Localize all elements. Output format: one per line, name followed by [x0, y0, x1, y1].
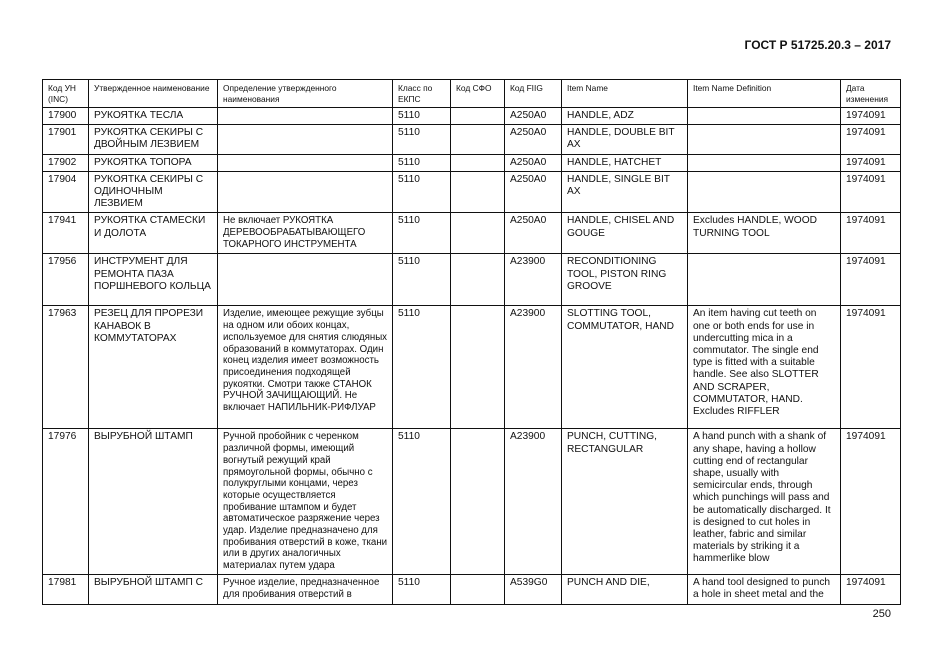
col-header-item-definition: Item Name Definition	[688, 80, 841, 108]
cell-class: 5110	[393, 108, 451, 125]
cell-name-ru: РУКОЯТКА СТАМЕСКИ И ДОЛОТА	[89, 213, 218, 254]
cell-item-definition	[688, 154, 841, 171]
cell-sfo	[451, 254, 505, 306]
cell-item-name: RECONDITIONING TOOL, PISTON RING GROOVE	[562, 254, 688, 306]
cell-item-definition: A hand tool designed to punch a hole in sheet metal and the	[688, 574, 841, 604]
cell-code: 17902	[43, 154, 89, 171]
table-row	[43, 108, 901, 125]
cell-date: 1974091	[841, 306, 901, 429]
cell-definition-ru	[218, 154, 393, 171]
cell-item-definition	[688, 108, 841, 125]
cell-class: 5110	[393, 429, 451, 574]
table-header-row	[43, 80, 901, 108]
cell-date: 1974091	[841, 171, 901, 213]
cell-item-definition	[688, 125, 841, 154]
cell-item-name: SLOTTING TOOL, COMMUTATOR, HAND	[562, 306, 688, 429]
cell-code: 17941	[43, 213, 89, 254]
cell-code: 17963	[43, 306, 89, 429]
cell-fiig: A250A0	[505, 171, 562, 213]
table-row	[43, 213, 901, 254]
cell-name-ru: РЕЗЕЦ ДЛЯ ПРОРЕЗИ КАНАВОК В КОММУТАТОРАХ	[89, 306, 218, 429]
cell-item-definition: A hand punch with a shank of any shape, having a hollow cutting end of rectangular shape, usually with semicircular ends, through which punchings will pass and be automatically discharged. It is designed to cut holes in leather, fabric and similar materials by striking it a hammerlike blow	[688, 429, 841, 574]
cell-sfo	[451, 125, 505, 154]
table-row	[43, 429, 901, 574]
cell-code: 17976	[43, 429, 89, 574]
table-row	[43, 574, 901, 604]
cell-definition-ru: Ручной пробойник с черенком различной формы, имеющий вогнутый режущий край прямоугольной формы, обычно с полукруглыми концами, через которые осуществляется пробивание штампом и будет автоматическое разряжение через удар. Изделие предназначено для пробивания отверстий в коже, ткани или в других аналогичных материалах путем удара	[218, 429, 393, 574]
cell-item-name: PUNCH AND DIE,	[562, 574, 688, 604]
col-header-sfo: Код СФО	[451, 80, 505, 108]
cell-fiig: A23900	[505, 429, 562, 574]
cell-item-name: PUNCH, CUTTING, RECTANGULAR	[562, 429, 688, 574]
cell-item-definition	[688, 254, 841, 306]
cell-date: 1974091	[841, 429, 901, 574]
cell-definition-ru	[218, 108, 393, 125]
cell-name-ru: ВЫРУБНОЙ ШТАМП С	[89, 574, 218, 604]
cell-item-name: HANDLE, DOUBLE BIT AX	[562, 125, 688, 154]
table-row	[43, 154, 901, 171]
cell-fiig: A250A0	[505, 108, 562, 125]
cell-item-definition	[688, 171, 841, 213]
cell-code: 17900	[43, 108, 89, 125]
cell-class: 5110	[393, 125, 451, 154]
col-header-definition-ru: Определение утвержденного наименования	[218, 80, 393, 108]
cell-fiig: A23900	[505, 254, 562, 306]
cell-item-name: HANDLE, CHISEL AND GOUGE	[562, 213, 688, 254]
cell-definition-ru	[218, 254, 393, 306]
cell-definition-ru: Изделие, имеющее режущие зубцы на одном или обоих концах, используемое для снятия слюдяных образований в коммутаторах. Один конец изделия имеет возможность присоединения подходящей рукоятки. Смотри также СТАНОК РУЧНОЙ ЗАЧИЩАЮЩИЙ. Не включает НАПИЛЬНИК-РИФЛУАР	[218, 306, 393, 429]
cell-item-name: HANDLE, ADZ	[562, 108, 688, 125]
col-header-item-name: Item Name	[562, 80, 688, 108]
col-header-code: Код УН (INC)	[43, 80, 89, 108]
cell-sfo	[451, 108, 505, 125]
cell-name-ru: РУКОЯТКА СЕКИРЫ С ДВОЙНЫМ ЛЕЗВИЕМ	[89, 125, 218, 154]
cell-code: 17904	[43, 171, 89, 213]
cell-date: 1974091	[841, 125, 901, 154]
cell-fiig: A539G0	[505, 574, 562, 604]
cell-date: 1974091	[841, 154, 901, 171]
cell-sfo	[451, 306, 505, 429]
table-row	[43, 171, 901, 213]
cell-name-ru: ВЫРУБНОЙ ШТАМП	[89, 429, 218, 574]
cell-fiig: A23900	[505, 306, 562, 429]
cell-fiig: A250A0	[505, 154, 562, 171]
table-row	[43, 125, 901, 154]
cell-class: 5110	[393, 154, 451, 171]
cell-definition-ru	[218, 125, 393, 154]
cell-name-ru: ИНСТРУМЕНТ ДЛЯ РЕМОНТА ПАЗА ПОРШНЕВОГО КОЛЬЦА	[89, 254, 218, 306]
cell-definition-ru: Ручное изделие, предназначенное для пробивания отверстий в	[218, 574, 393, 604]
cell-item-definition: Excludes HANDLE, WOOD TURNING TOOL	[688, 213, 841, 254]
cell-name-ru: РУКОЯТКА СЕКИРЫ С ОДИНОЧНЫМ ЛЕЗВИЕМ	[89, 171, 218, 213]
cell-item-name: HANDLE, HATCHET	[562, 154, 688, 171]
cell-class: 5110	[393, 213, 451, 254]
col-header-class: Класс по ЕКПС	[393, 80, 451, 108]
page-number: 250	[872, 608, 891, 620]
cell-code: 17956	[43, 254, 89, 306]
cell-definition-ru: Не включает РУКОЯТКА ДЕРЕВООБРАБАТЫВАЮЩЕГО ТОКАРНОГО ИНСТРУМЕНТА	[218, 213, 393, 254]
col-header-name-ru: Утвержденное наименование	[89, 80, 218, 108]
cell-sfo	[451, 171, 505, 213]
cell-name-ru: РУКОЯТКА ТОПОРА	[89, 154, 218, 171]
cell-date: 1974091	[841, 108, 901, 125]
cell-fiig: A250A0	[505, 213, 562, 254]
cell-date: 1974091	[841, 574, 901, 604]
document-code: ГОСТ Р 51725.20.3 – 2017	[744, 38, 891, 52]
cell-item-name: HANDLE, SINGLE BIT AX	[562, 171, 688, 213]
cell-date: 1974091	[841, 254, 901, 306]
cell-code: 17981	[43, 574, 89, 604]
cell-sfo	[451, 574, 505, 604]
table-row	[43, 254, 901, 306]
col-header-fiig: Код FIIG	[505, 80, 562, 108]
table-row	[43, 306, 901, 429]
cell-item-definition: An item having cut teeth on one or both ends for use in undercutting mica in a commutator. The single end type is fitted with a suitable handle. See also SLOTTER AND SCRAPER, COMMUTATOR, HAND. Excludes RIFFLER	[688, 306, 841, 429]
cell-sfo	[451, 154, 505, 171]
col-header-date: Дата изменения	[841, 80, 901, 108]
cell-date: 1974091	[841, 213, 901, 254]
cell-name-ru: РУКОЯТКА ТЕСЛА	[89, 108, 218, 125]
cell-class: 5110	[393, 254, 451, 306]
cell-class: 5110	[393, 574, 451, 604]
cell-class: 5110	[393, 306, 451, 429]
cell-sfo	[451, 429, 505, 574]
nomenclature-table	[42, 79, 901, 605]
cell-fiig: A250A0	[505, 125, 562, 154]
cell-sfo	[451, 213, 505, 254]
cell-class: 5110	[393, 171, 451, 213]
cell-definition-ru	[218, 171, 393, 213]
cell-code: 17901	[43, 125, 89, 154]
